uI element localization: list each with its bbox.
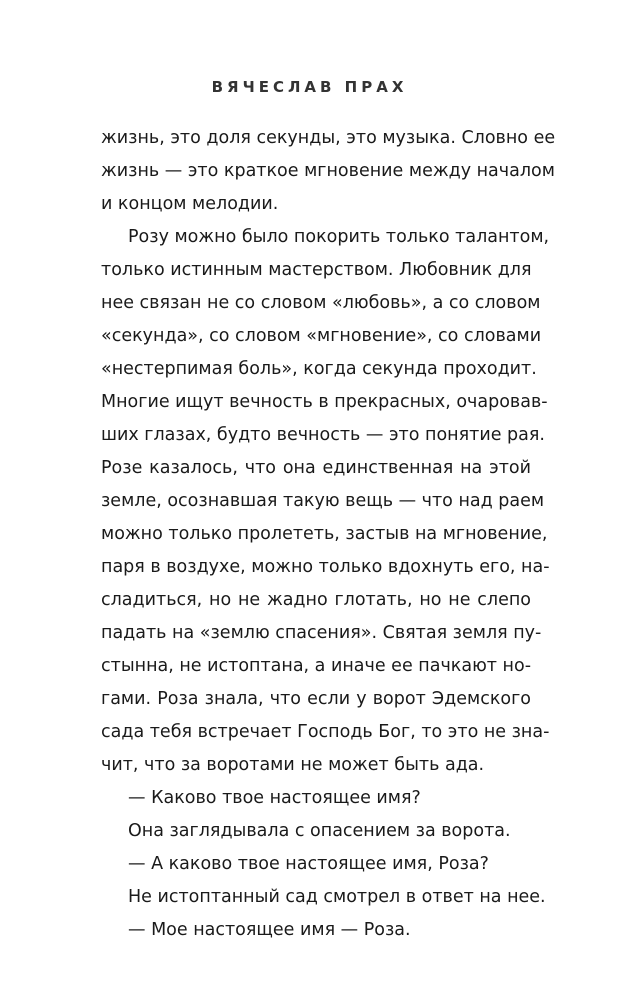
text-line: Розу можно было покорить только талантом, — [128, 227, 550, 247]
running-head-author: ВЯЧЕСЛАВ ПРАХ — [211, 78, 408, 96]
text-line: паря в воздухе, можно только вдохнуть его, на- — [101, 557, 550, 577]
text-line: падать на «землю спасения». Святая земля пу- — [101, 623, 542, 643]
text-line: «нестерпимая боль», когда секунда проходит. — [101, 359, 537, 379]
text-line: — А каково твое настоящее имя, Роза? — [128, 854, 489, 874]
text-line: сада тебя встречает Господь Бог, то это не зна- — [101, 722, 550, 742]
body-text — [101, 122, 556, 947]
text-line: нее связан не со словом «любовь», а со словом — [101, 293, 541, 313]
text-line: жизнь — это краткое мгновение между началом — [101, 161, 555, 181]
text-line: ших глазах, будто вечность — это понятие рая. — [101, 425, 545, 445]
text-line: чит, что за воротами не может быть ада. — [101, 755, 485, 775]
text-line: только истинным мастерством. Любовник для — [101, 260, 532, 280]
text-line: стынна, не истоптана, а иначе ее пачкают но- — [101, 656, 532, 676]
text-line: сладиться, но не жадно глотать, но не слепо — [101, 590, 531, 610]
text-line: жизнь, это доля секунды, это музыка. Словно ее — [101, 128, 556, 148]
text-line: и концом мелодии. — [101, 194, 279, 214]
text-line: Не истоптанный сад смотрел в ответ на нее. — [128, 887, 546, 907]
text-line: Многие ищут вечность в прекрасных, очаровав- — [101, 392, 548, 412]
text-line: Розе казалось, что она единственная на этой — [101, 458, 531, 478]
text-line: «секунда», со словом «мгновение», со словами — [101, 326, 542, 346]
text-line: — Каково твое настоящее имя? — [128, 788, 421, 808]
text-line: земле, осознавшая такую вещь — что над раем — [101, 491, 545, 511]
text-line: гами. Роза знала, что если у ворот Эдемского — [101, 689, 531, 709]
text-line: можно только пролететь, застыв на мгновение, — [101, 524, 548, 544]
text-line: Она заглядывала с опасением за ворота. — [128, 821, 511, 841]
text-line: — Мое настоящее имя — Роза. — [128, 920, 411, 940]
